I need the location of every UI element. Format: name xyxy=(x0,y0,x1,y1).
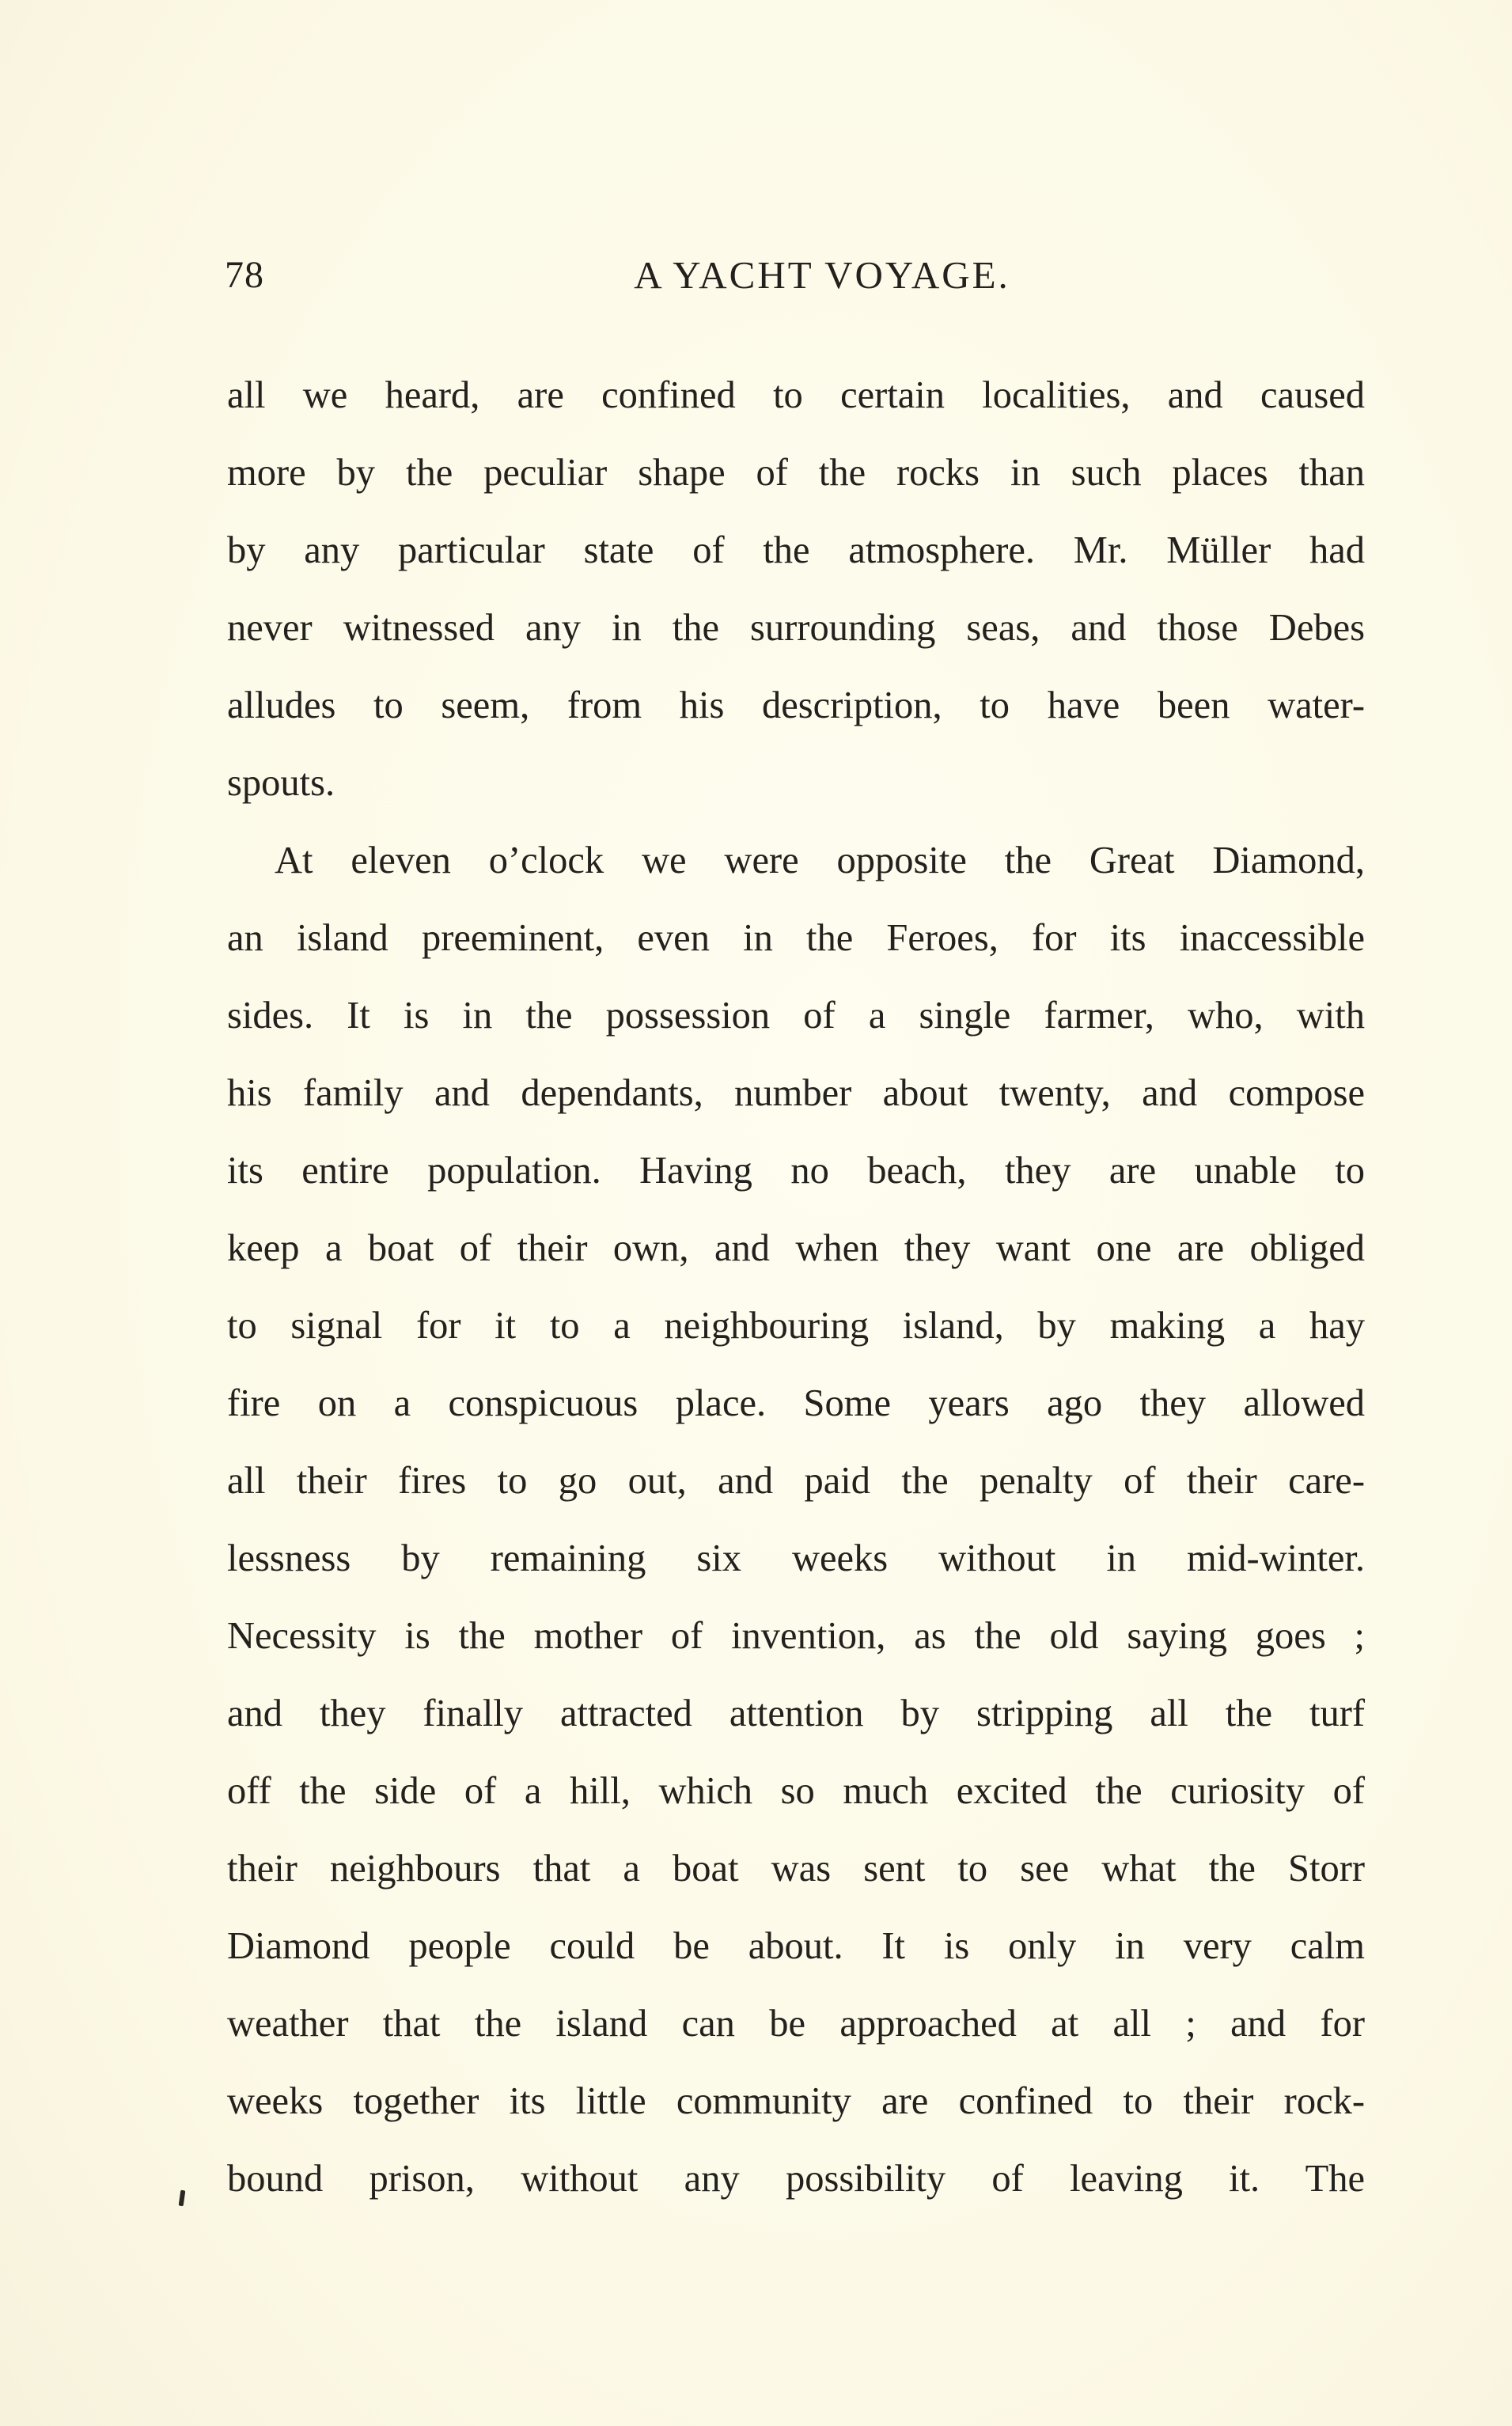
text-line: fire on a conspicuous place. Some years ago they allowed xyxy=(227,1382,1365,1424)
body-text xyxy=(227,370,1365,2231)
text-line: weather that the island can be approached at all ; and for xyxy=(227,2003,1365,2045)
page-header xyxy=(225,252,1364,299)
page-number: 78 xyxy=(225,254,264,296)
text-line: sides. It is in the possession of a single farmer, who, with xyxy=(227,995,1365,1037)
text-line: an island preeminent, even in the Feroes, for its inaccessible xyxy=(227,917,1365,959)
text-line: and they finally attracted attention by stripping all the turf xyxy=(227,1693,1365,1734)
text-line: keep a boat of their own, and when they want one are obliged xyxy=(227,1227,1365,1269)
text-line: all their fires to go out, and paid the penalty of their care- xyxy=(227,1460,1365,1502)
text-line: Necessity is the mother of invention, as the old saying goes ; xyxy=(227,1615,1365,1657)
text-line: his family and dependants, number about twenty, and compose xyxy=(227,1072,1365,1114)
text-line: never witnessed any in the surrounding seas, and those Debes xyxy=(227,607,1365,649)
text-line: At eleven o’clock we were opposite the Great Diamond, xyxy=(275,840,1365,881)
running-title: A YACHT VOYAGE. xyxy=(634,253,1010,297)
text-line: their neighbours that a boat was sent to see what the Storr xyxy=(227,1848,1365,1890)
text-line: alludes to seem, from his description, to have been water- xyxy=(227,684,1365,726)
text-line: by any particular state of the atmosphere. Mr. Müller had xyxy=(227,529,1365,571)
text-line: to signal for it to a neighbouring island, by making a hay xyxy=(227,1305,1365,1347)
text-line: its entire population. Having no beach, they are unable to xyxy=(227,1150,1365,1192)
text-line: bound prison, without any possibility of leaving it. The xyxy=(227,2158,1365,2200)
text-line: spouts. xyxy=(227,762,335,804)
text-line: off the side of a hill, which so much excited the curiosity of xyxy=(227,1770,1365,1812)
margin-ink-mark xyxy=(179,2190,186,2207)
text-line: more by the peculiar shape of the rocks in such places than xyxy=(227,452,1365,494)
text-line: all we heard, are confined to certain localities, and caused xyxy=(227,374,1365,416)
text-line: Diamond people could be about. It is only in very calm xyxy=(227,1925,1365,1967)
text-line: weeks together its little community are confined to their rock- xyxy=(227,2080,1365,2122)
text-line: lessness by remaining six weeks without in mid-winter. xyxy=(227,1537,1365,1579)
